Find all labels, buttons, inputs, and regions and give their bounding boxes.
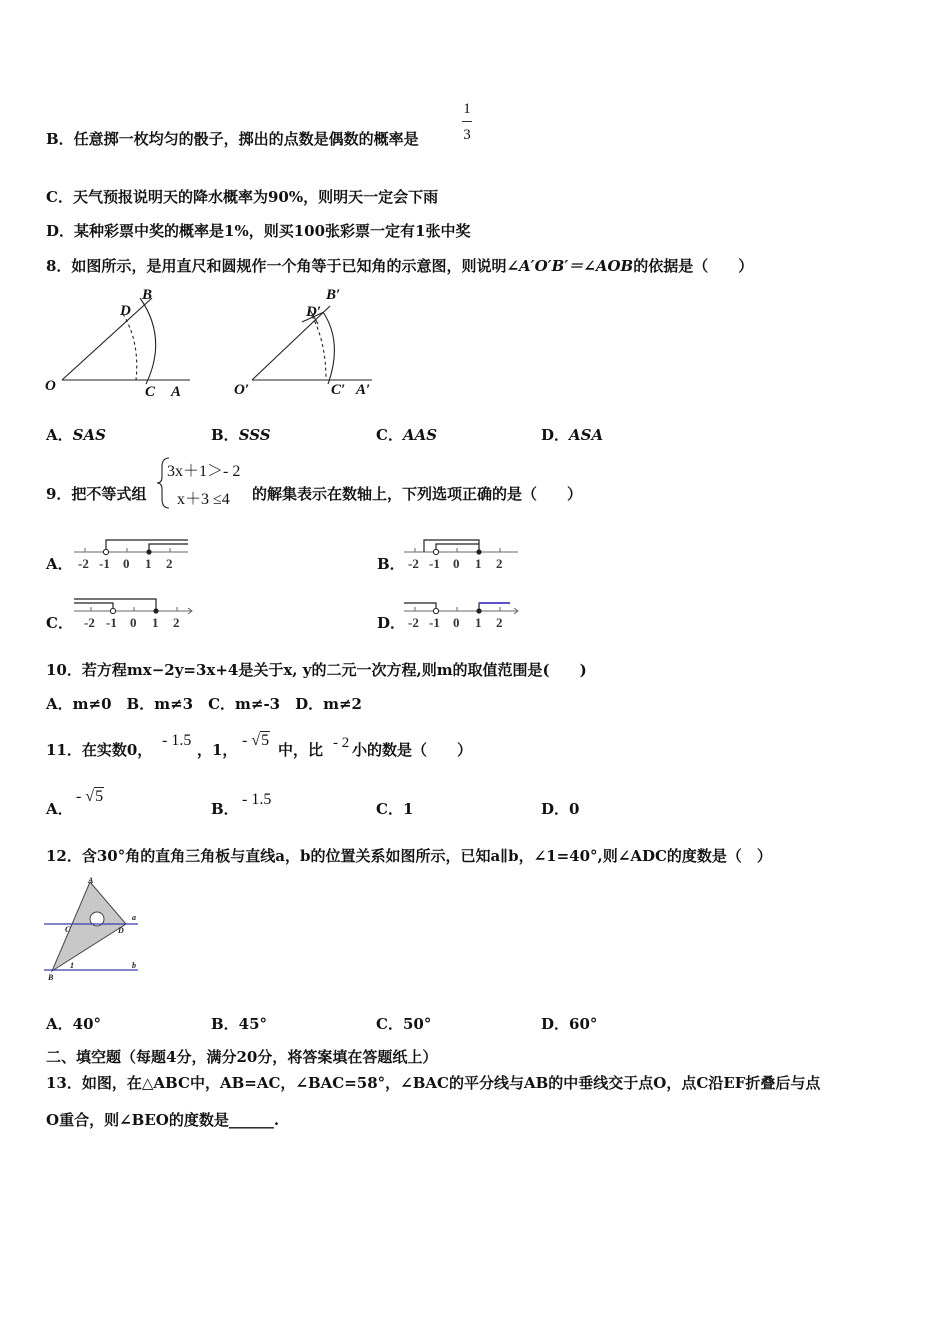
label-c-vertex: C bbox=[65, 925, 71, 934]
number-line-c bbox=[70, 594, 198, 632]
tick-label: -2 bbox=[78, 556, 89, 571]
tick-label: -1 bbox=[106, 615, 117, 630]
label-b-vertex: B bbox=[48, 973, 54, 982]
q11-option-c[interactable]: C．1 bbox=[376, 800, 414, 818]
tick-label: -1 bbox=[99, 556, 110, 571]
q11-option-b-value: - 1.5 bbox=[242, 791, 272, 808]
q8-stem: 8．如图所示，是用直尺和圆规作一个角等于已知角的示意图，则说明∠A′O′B′＝∠AOB的依据是（ ） bbox=[46, 257, 754, 275]
label-o-prime: O′ bbox=[234, 382, 250, 398]
fraction-numerator: 1 bbox=[463, 101, 471, 117]
number-line-d bbox=[400, 594, 525, 632]
q12-option-b[interactable]: B．45° bbox=[211, 1015, 268, 1033]
arc-dashed bbox=[123, 314, 137, 380]
q9-stem-pre: 9．把不等式组 bbox=[46, 485, 147, 503]
arc-solid bbox=[140, 298, 156, 384]
label-line-b: b bbox=[132, 961, 136, 970]
sqrt-icon: √ bbox=[85, 788, 95, 805]
label-c: C bbox=[145, 384, 156, 400]
tick-label: 1 bbox=[475, 615, 482, 630]
q9-label-a[interactable]: A． bbox=[46, 555, 73, 573]
label-a-vertex: A bbox=[88, 876, 94, 885]
q11-option-a[interactable]: A． bbox=[46, 800, 73, 818]
q11-number-neg-1-5: - 1.5 bbox=[162, 732, 192, 749]
q8-figure bbox=[40, 280, 380, 405]
q11-option-d[interactable]: D．0 bbox=[541, 800, 580, 818]
q8-angle-math: ∠A′O′B′＝∠AOB bbox=[506, 257, 634, 275]
label-o: O bbox=[45, 378, 56, 394]
label-angle-1: 1 bbox=[70, 961, 74, 970]
q11-sqrt-number: - √5 bbox=[242, 732, 270, 749]
sqrt-icon: √ bbox=[251, 732, 261, 749]
tick-label: 0 bbox=[123, 556, 130, 571]
q9-label-b[interactable]: B． bbox=[377, 555, 405, 573]
q9-stem-post: 的解集表示在数轴上，下列选项正确的是（ ） bbox=[252, 485, 583, 503]
label-a-prime: A′ bbox=[356, 382, 371, 398]
tick-label: -1 bbox=[429, 556, 440, 571]
q9-inequality-1: 3x＋1＞- 2 bbox=[167, 463, 241, 480]
q11-stem-b: ，1， bbox=[197, 741, 238, 759]
tick-label: -2 bbox=[408, 556, 419, 571]
label-a: A bbox=[171, 384, 182, 400]
fraction-bar bbox=[462, 121, 472, 122]
label-c-prime: C′ bbox=[331, 382, 346, 398]
q9-inequality-2: x＋3 ≤4 bbox=[177, 491, 230, 508]
tick-label: 2 bbox=[496, 615, 503, 630]
ray-ob bbox=[62, 298, 152, 380]
label-line-a: a bbox=[132, 913, 136, 922]
tick-label: 2 bbox=[166, 556, 173, 571]
fraction-denominator: 3 bbox=[463, 127, 471, 143]
q12-option-c[interactable]: C．50° bbox=[376, 1015, 432, 1033]
q10-stem: 10．若方程mx−2y=3x+4是关于x, y的二元一次方程,则m的取值范围是( ) bbox=[46, 661, 587, 679]
q11-stem-d: 小的数是（ ） bbox=[352, 741, 473, 759]
q11-option-a-value: - √5 bbox=[76, 788, 104, 805]
q9-label-c[interactable]: C． bbox=[46, 614, 73, 632]
q8-option-a[interactable]: A．SAS bbox=[46, 426, 106, 444]
label-d: D bbox=[120, 303, 131, 319]
tick-label: 0 bbox=[130, 615, 137, 630]
tick-label: 2 bbox=[173, 615, 180, 630]
q10-options[interactable]: A．m≠0 B．m≠3 C．m≠-3 D．m≠2 bbox=[46, 695, 362, 713]
label-b-prime: B′ bbox=[326, 287, 341, 303]
tick-label: 1 bbox=[152, 615, 159, 630]
arc-solid-prime bbox=[323, 312, 334, 384]
tick-label: -2 bbox=[408, 615, 419, 630]
q12-option-d[interactable]: D．60° bbox=[541, 1015, 598, 1033]
tick-label: -2 bbox=[84, 615, 95, 630]
q12-stem: 12．含30°角的直角三角板与直线a，b的位置关系如图所示，已知a∥b，∠1=40°,则∠ADC的度数是（ ） bbox=[46, 847, 772, 865]
q7-option-d: D．某种彩票中奖的概率是1%，则买100张彩票一定有1张中奖 bbox=[46, 222, 471, 240]
tick-label: 0 bbox=[453, 615, 460, 630]
q8-option-d[interactable]: D．ASA bbox=[541, 426, 604, 444]
number-line-b bbox=[400, 535, 525, 573]
tick-label: 1 bbox=[475, 556, 482, 571]
tick-label: -1 bbox=[429, 615, 440, 630]
label-d-prime: D′ bbox=[306, 304, 322, 320]
tick-label: 2 bbox=[496, 556, 503, 571]
q11-option-b[interactable]: B． bbox=[211, 800, 239, 818]
q8-option-c[interactable]: C．AAS bbox=[376, 426, 438, 444]
q12-option-a[interactable]: A．40° bbox=[46, 1015, 102, 1033]
q8-option-b[interactable]: B．SSS bbox=[211, 426, 271, 444]
section-heading: 二、填空题（每题4分，满分20分，将答案填在答题纸上） bbox=[46, 1048, 438, 1066]
label-b: B bbox=[142, 287, 153, 303]
q7-option-b: B．任意掷一枚均匀的骰子，掷出的点数是偶数的概率是 bbox=[46, 130, 419, 148]
arc-dashed-prime bbox=[312, 316, 326, 380]
tick-label: 1 bbox=[145, 556, 152, 571]
q11-number-neg-2: - 2 bbox=[333, 735, 350, 751]
q12-figure bbox=[42, 874, 152, 986]
number-line-a bbox=[70, 535, 195, 573]
q11-stem-c: 中，比 bbox=[278, 741, 324, 759]
tick-label: 0 bbox=[453, 556, 460, 571]
q11-stem-a: 11．在实数0， bbox=[46, 741, 153, 759]
label-d-vertex: D bbox=[118, 926, 124, 935]
q13-line-2: O重合，则∠BEO的度数是______. bbox=[46, 1111, 280, 1129]
q9-label-d[interactable]: D． bbox=[377, 614, 406, 632]
q13-line-1: 13．如图，在△ABC中，AB=AC，∠BAC=58°，∠BAC的平分线与AB的中垂线交于点O，点C沿EF折叠后与点 bbox=[46, 1074, 821, 1092]
q7-option-c: C．天气预报说明天的降水概率为90%，则明天一定会下雨 bbox=[46, 188, 439, 206]
